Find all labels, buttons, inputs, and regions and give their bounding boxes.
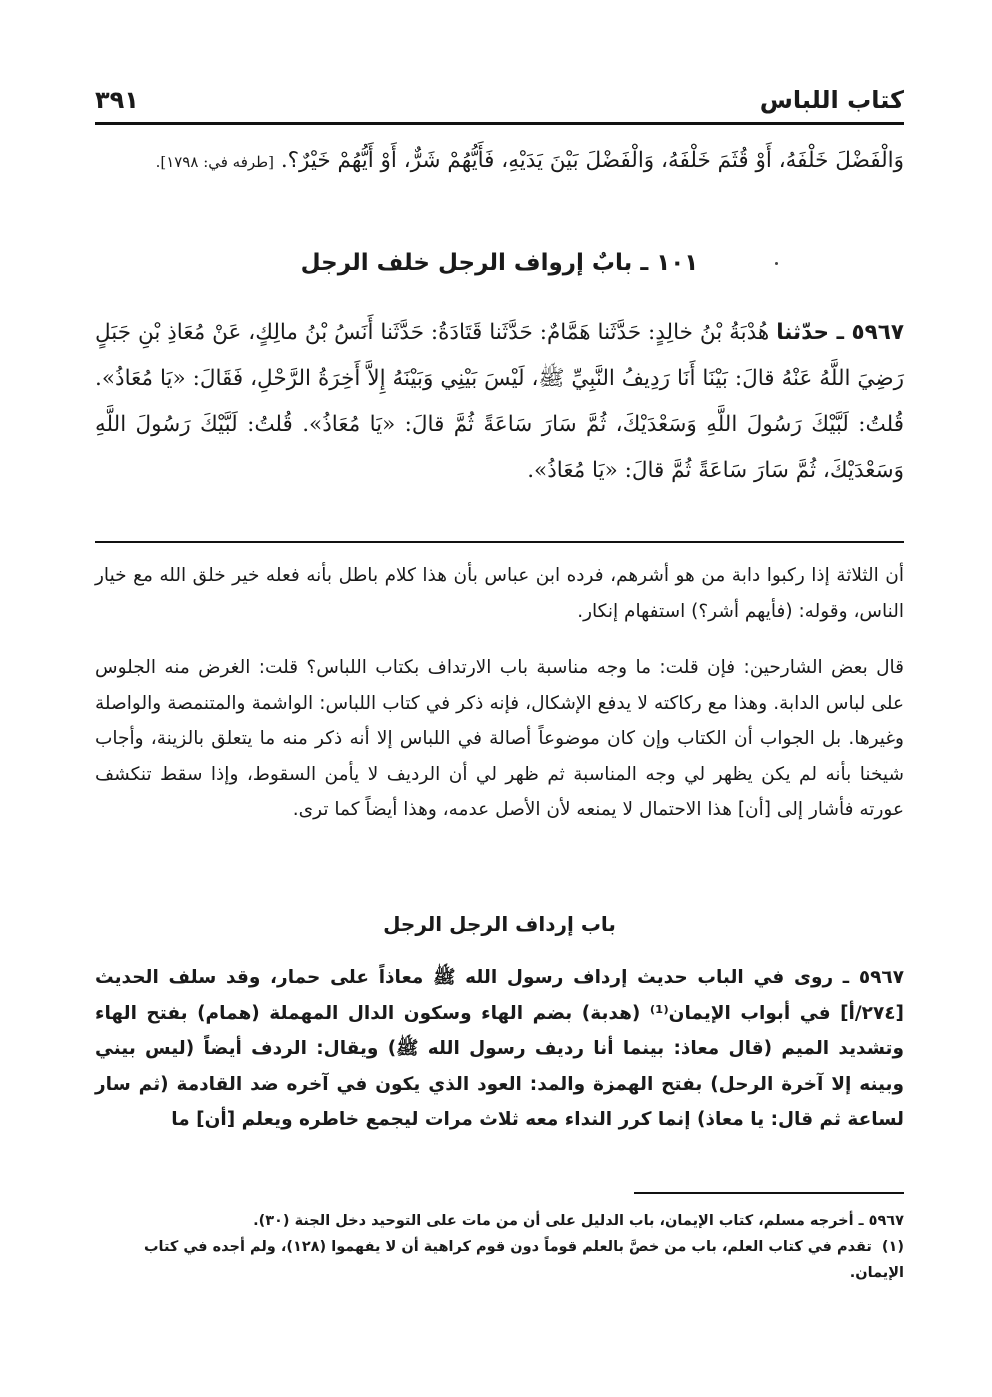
page-number: ٣٩١ [95,86,139,114]
commentary-paragraph-1: أن الثلاثة إذا ركبوا دابة من هو أشرهم، فرده ابن عباس بأن هذا كلام باطل بأنه فعله خير خلق الله مع خيار الناس، وقوله: (فأيهم أشر؟) استفهام إنكار. [95,565,904,622]
hadith-number-lead: ٥٩٦٧ ـ حدّثنا [776,320,904,345]
continuation-text: وَالْفَضْلَ خَلْفَهُ، أَوْ قُثَمَ خَلْفَهُ، وَالْفَضْلَ بَيْنَ يَدَيْهِ، فَأَيُّهُمْ شَرٌّ، أَوْ أَيُّهُمْ خَيْرٌ؟. [280,148,904,173]
footnote-1 [95,1234,904,1286]
hadith-text: هُدْبَةُ بْنُ خالِدٍ: حَدَّثَنا هَمَّامٌ: حَدَّثَنا قَتَادَةُ: حَدَّثَنا أَنَسُ بْنُ مالِكٍ، عَنْ مُعَاذِ بْنِ جَبَلٍ رَضِيَ اللَّهُ عَنْهُ قالَ: بَيْنَا أَنَا رَدِيفُ النَّبِيِّ ﷺ، لَيْسَ بَيْنِي وَبَيْنَهُ إِلاَّ أَخِرَةُ الرَّحْلِ، فَقَالَ: «يَا مُعَاذُ». قُلتُ: لَبَّيْكَ رَسُولَ اللَّهِ وَسَعْدَيْكَ، ثُمَّ سَارَ سَاعَةً ثُمَّ قالَ: «يَا مُعَاذُ». قُلتُ: لَبَّيْكَ رَسُولَ اللَّهِ وَسَعْدَيْكَ، ثُمَّ سَارَ سَاعَةً ثُمَّ قالَ: «يَا مُعَاذُ». [95,320,904,483]
cross-reference: [طرفه في: ١٧٩٨]. [155,153,274,171]
footnote-rule [634,1192,904,1194]
footnote-hadith-source: ٥٩٦٧ ـ أخرجه مسلم، كتاب الإيمان، باب الدليل على أن من مات على التوحيد دخل الجنة (٣٠). [253,1213,904,1229]
running-title: كتاب اللباس [759,86,904,114]
hadith-5967 [95,310,904,494]
hadith-continuation [95,138,904,185]
commentary-paragraph-2: قال بعض الشارحين: فإن قلت: ما وجه مناسبة باب الارتداف بكتاب اللباس؟ قلت: الغرض منه الجلوس على لباس الدابة. وهذا مع ركاكته لا يدفع الإشكال، فإنه ذكر في كتاب اللباس: الواشمة والمتنمصة والواصلة وغيرها. بل الجواب أن الكتاب وإن كان موضوعاً أصالة في اللباس إلا أنه ذكر منه ما يتعلق بالزينة، وأجاب شيخنا بأنه لم يكن يظهر لي وجه المناسبة ثم ظهر لي أن الرديف لا يأمن السقوط، وإذا سقط تنكشف عورته فأشار إلى [أن] هذا الاحتمال لا يمنعه لأن الأصل عدمه، وهذا أيضاً كما ترى. [95,657,904,820]
footnotes [95,1208,904,1286]
chapter-heading: ١٠١ ـ بابٌ إرواف الرجل خلف الرجل [300,250,699,276]
commentary-separator [95,541,904,543]
footnote-marker: (١) [881,1239,904,1255]
header-rule [95,122,904,125]
commentary-paragraph-3: ٥٩٦٧ ـ روى في الباب حديث إرداف رسول الله ﷺ معاذاً على حمار، وقد سلف الحديث [٢٧٤/أ] في أبواب الإيمان⁽¹⁾ (هدبة) بضم الهاء وسكون الدال المهملة (همام) بفتح الهاء وتشديد الميم (قال معاذ: بينما أنا رديف رسول الله ﷺ) ويقال: الردف أيضاً (ليس بيني وبينه إلا آخرة الرحل) بفتح الهمزة والمد: العود الذي يكون في آخره ضد القادمة (ثم سار لساعة ثم قال: يا معاذ) إنما كرر النداء معه ثلاث مرات ليجمع خاطره ويعلم [أن] ما [95,967,905,1130]
footnote-1-text: تقدم في كتاب العلم، باب من خصَّ بالعلم قوماً دون قوم كراهية أن لا يفهموا (١٢٨)، ولم أجده في كتاب الإيمان. [143,1239,904,1281]
page-header [95,70,904,114]
commentary-sub-heading: باب إرداف الرجل الرجل [383,912,616,936]
